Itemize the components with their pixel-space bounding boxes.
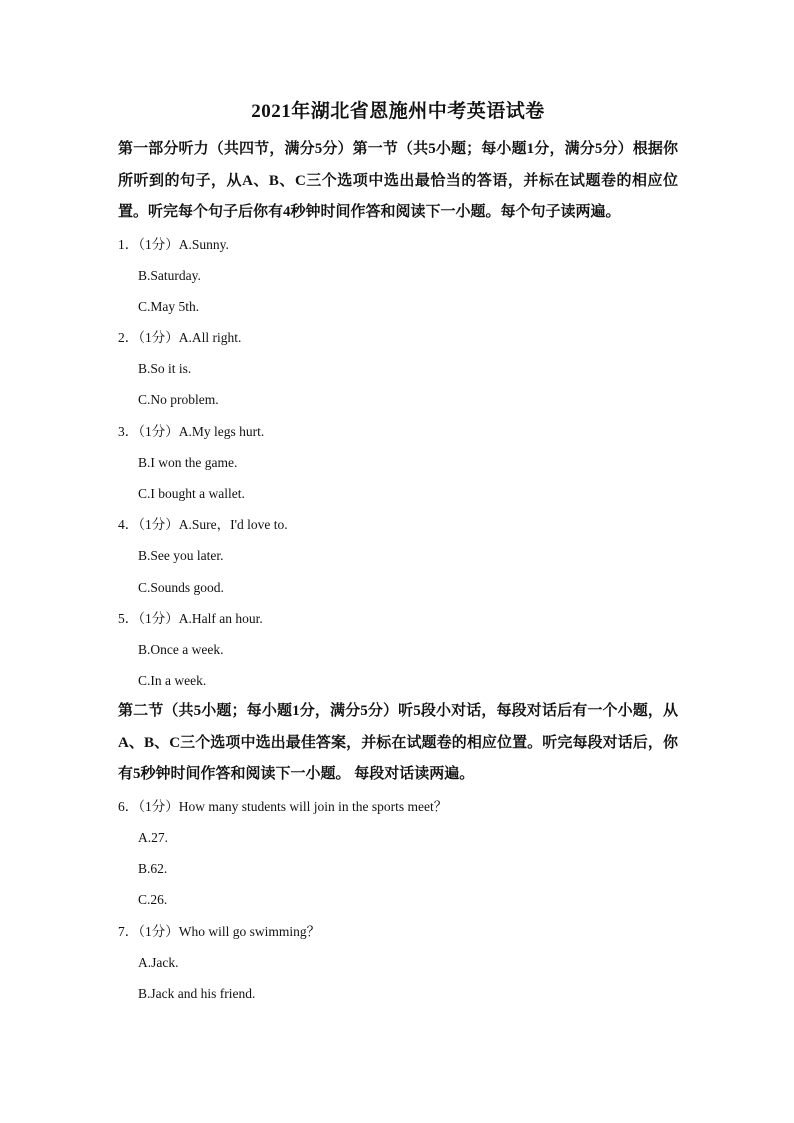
question-1-option-c: C.May 5th.	[138, 298, 200, 314]
question-5-option-b: B.Once a week.	[138, 641, 224, 657]
question-3-option-c: C.I bought a wallet.	[138, 486, 245, 501]
question-1-stem: 1．（1分）A.Sunny.	[118, 236, 229, 252]
question-7-option-a: A.Jack.	[138, 954, 179, 970]
question-2-stem: 2．（1分）A.All right.	[118, 330, 242, 346]
question-1-option-b: B.Saturday.	[138, 267, 201, 283]
part1-instructions: 第一部分听力（共四节，满分5分）第一节（共5小题；每小题1分，满分5分）根据你所听到的句子，从A、B、C三个选项中选出最恰当的答语，并标在试题卷的相应位置。听完每个句子后你有4秒钟时间作答和阅读下一小题。每个句子读两遍。	[118, 141, 678, 220]
question-2	[118, 322, 678, 416]
question-6	[118, 791, 678, 916]
section2-instructions: 第二节（共5小题；每小题1分，满分5分）听5段小对话，每段对话后有一个小题，从A、B、C三个选项中选出最佳答案，并标在试题卷的相应位置。听完每段对话后，你有5秒钟时间作答和阅读下一小题。 每段对话读两遍。	[118, 703, 678, 783]
question-2-option-b: B.So it is.	[138, 361, 192, 377]
question-3	[118, 416, 678, 510]
question-5-stem: 5．（1分）A.Half an hour.	[118, 610, 263, 626]
question-6-option-b: B.62.	[138, 861, 168, 877]
question-4-option-b: B.See you later.	[138, 548, 224, 564]
question-4-option-c: C.Sounds good.	[138, 579, 224, 595]
question-4-stem: 4．（1分）A.Sure，I'd love to.	[118, 517, 288, 533]
question-4	[118, 509, 678, 603]
question-6-option-a: A.27.	[138, 830, 168, 845]
question-2-option-c: C.No problem.	[138, 392, 219, 408]
question-1	[118, 229, 678, 323]
question-6-option-c: C.26.	[138, 892, 168, 908]
question-7	[118, 916, 678, 1010]
question-3-option-b: B.I won the game.	[138, 454, 238, 470]
question-3-stem: 3．（1分）A.My legs hurt.	[118, 423, 265, 439]
exam-page	[118, 100, 678, 1009]
question-5-option-c: C.In a week.	[138, 673, 207, 689]
question-7-option-b: B.Jack and his friend.	[138, 985, 256, 1001]
exam-title: 2021年湖北省恩施州中考英语试卷	[251, 101, 545, 122]
question-5	[118, 603, 678, 697]
question-7-stem: 7．（1分）Who will go swimming？	[118, 923, 321, 939]
question-6-stem: 6．（1分）How many students will join in the sports meet？	[118, 798, 448, 814]
